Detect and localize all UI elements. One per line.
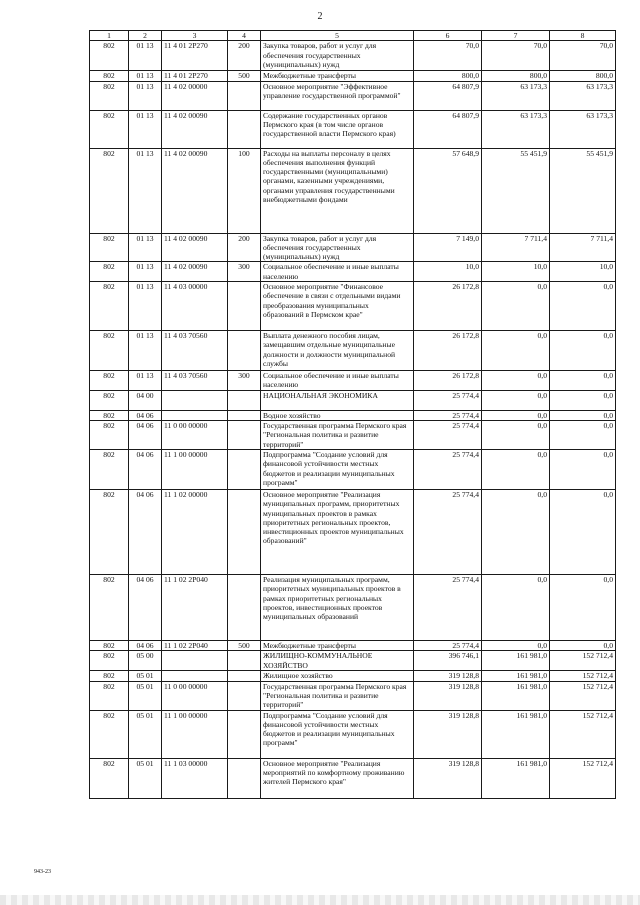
table-cell-col1: 802	[90, 758, 129, 798]
table-cell-col4	[228, 390, 261, 410]
table-cell-col7: 63 173,3	[482, 81, 550, 110]
table-cell-col5: Выплата денежного пособия лицам, замещавшим отдельные муниципальные должности и должности муниципальной службы	[261, 331, 414, 371]
table-cell-col8: 0,0	[550, 640, 616, 650]
table-row	[90, 148, 616, 233]
table-cell-col8: 0,0	[550, 390, 616, 410]
table-cell-col6: 26 172,8	[414, 331, 482, 371]
table-cell-col6: 64 807,9	[414, 110, 482, 148]
col-header: 2	[129, 31, 162, 41]
table-cell-col3: 11 4 01 2P270	[162, 41, 228, 71]
table-cell-col8: 0,0	[550, 331, 616, 371]
table-cell-col5: Водное хозяйство	[261, 410, 414, 420]
table-cell-col8: 63 173,3	[550, 110, 616, 148]
table-cell-col2: 01 13	[129, 81, 162, 110]
col-header: 3	[162, 31, 228, 41]
table-cell-col3: 11 4 03 70560	[162, 371, 228, 391]
table-cell-col1: 802	[90, 449, 129, 489]
table-cell-col6: 70,0	[414, 41, 482, 71]
table-cell-col8: 0,0	[550, 371, 616, 391]
table-cell-col5: Межбюджетные трансферты	[261, 640, 414, 650]
table-cell-col1: 802	[90, 681, 129, 710]
table-row	[90, 233, 616, 262]
table-row	[90, 651, 616, 671]
table-row	[90, 574, 616, 640]
table-cell-col2: 01 13	[129, 331, 162, 371]
table-cell-col4	[228, 110, 261, 148]
table-cell-col3: 11 0 00 00000	[162, 681, 228, 710]
table-cell-col2: 04 06	[129, 449, 162, 489]
table-cell-col6: 64 807,9	[414, 81, 482, 110]
table-cell-col1: 802	[90, 390, 129, 410]
table-cell-col5: Социальное обеспечение и иные выплаты населению	[261, 262, 414, 282]
table-cell-col3: 11 4 02 00090	[162, 233, 228, 262]
table-cell-col6: 7 149,0	[414, 233, 482, 262]
table-cell-col6: 25 774,4	[414, 449, 482, 489]
table-cell-col7: 7 711,4	[482, 233, 550, 262]
table-row	[90, 420, 616, 449]
table-cell-col2: 05 01	[129, 710, 162, 758]
table-cell-col1: 802	[90, 710, 129, 758]
col-header: 5	[261, 31, 414, 41]
table-cell-col1: 802	[90, 651, 129, 671]
table-cell-col3	[162, 410, 228, 420]
table-cell-col3: 11 1 00 00000	[162, 449, 228, 489]
table-cell-col6: 319 128,8	[414, 710, 482, 758]
table-row	[90, 282, 616, 331]
table-cell-col4: 500	[228, 640, 261, 650]
table-cell-col2: 04 06	[129, 574, 162, 640]
table-cell-col2: 04 06	[129, 420, 162, 449]
table-cell-col7: 55 451,9	[482, 148, 550, 233]
table-cell-col8: 0,0	[550, 449, 616, 489]
table-body	[90, 41, 616, 798]
table-cell-col3: 11 1 02 00000	[162, 489, 228, 574]
table-cell-col5: Государственная программа Пермского края "Региональная политика и развитие территорий"	[261, 420, 414, 449]
table-cell-col7: 0,0	[482, 489, 550, 574]
table-cell-col1: 802	[90, 41, 129, 71]
scan-edge-artifact	[0, 895, 640, 905]
table-cell-col5: Государственная программа Пермского края "Региональная политика и развитие территорий"	[261, 681, 414, 710]
table-cell-col7: 161 981,0	[482, 758, 550, 798]
table-cell-col7: 161 981,0	[482, 681, 550, 710]
table-cell-col3: 11 4 02 00090	[162, 110, 228, 148]
table-cell-col4	[228, 758, 261, 798]
table-cell-col8: 152 712,4	[550, 758, 616, 798]
table-cell-col6: 800,0	[414, 71, 482, 81]
table-cell-col6: 57 648,9	[414, 148, 482, 233]
table-cell-col5: ЖИЛИЩНО-КОММУНАЛЬНОЕ ХОЗЯЙСТВО	[261, 651, 414, 671]
table-cell-col7: 0,0	[482, 390, 550, 410]
table-cell-col2: 04 06	[129, 640, 162, 650]
table-cell-col8: 10,0	[550, 262, 616, 282]
table-cell-col7: 0,0	[482, 282, 550, 331]
table-cell-col8: 0,0	[550, 420, 616, 449]
table-cell-col5: Закупка товаров, работ и услуг для обеспечения государственных (муниципальных) нужд	[261, 233, 414, 262]
table-cell-col8: 63 173,3	[550, 81, 616, 110]
table-cell-col3: 11 1 02 2P040	[162, 640, 228, 650]
table-cell-col5: Основное мероприятие "Реализация мероприятий по комфортному проживанию жителей Пермского края"	[261, 758, 414, 798]
table-cell-col4	[228, 710, 261, 758]
table-cell-col4	[228, 282, 261, 331]
table-cell-col1: 802	[90, 671, 129, 681]
table-cell-col7: 0,0	[482, 640, 550, 650]
table-cell-col4: 200	[228, 233, 261, 262]
table-row	[90, 371, 616, 391]
table-cell-col6: 10,0	[414, 262, 482, 282]
table-cell-col3: 11 1 03 00000	[162, 758, 228, 798]
table-cell-col3: 11 4 02 00090	[162, 262, 228, 282]
table-cell-col7: 161 981,0	[482, 671, 550, 681]
col-header: 6	[414, 31, 482, 41]
table-row	[90, 110, 616, 148]
table-cell-col1: 802	[90, 574, 129, 640]
table-cell-col4: 300	[228, 262, 261, 282]
table-row	[90, 410, 616, 420]
table-cell-col7: 0,0	[482, 331, 550, 371]
table-cell-col4	[228, 449, 261, 489]
table-cell-col7: 63 173,3	[482, 110, 550, 148]
table-cell-col8: 7 711,4	[550, 233, 616, 262]
table-cell-col7: 0,0	[482, 371, 550, 391]
table-cell-col3	[162, 671, 228, 681]
table-cell-col3: 11 4 02 00000	[162, 81, 228, 110]
table-cell-col1: 802	[90, 71, 129, 81]
table-cell-col7: 161 981,0	[482, 710, 550, 758]
table-cell-col8: 152 712,4	[550, 710, 616, 758]
table-cell-col4	[228, 81, 261, 110]
table-cell-col2: 01 13	[129, 262, 162, 282]
table-row	[90, 489, 616, 574]
table-cell-col1: 802	[90, 371, 129, 391]
table-row	[90, 331, 616, 371]
table-cell-col8: 152 712,4	[550, 651, 616, 671]
table-cell-col3: 11 4 03 70560	[162, 331, 228, 371]
table-cell-col5: Социальное обеспечение и иные выплаты населению	[261, 371, 414, 391]
table-cell-col8: 0,0	[550, 489, 616, 574]
table-row	[90, 41, 616, 71]
table-cell-col4	[228, 671, 261, 681]
table-cell-col1: 802	[90, 81, 129, 110]
table-row	[90, 758, 616, 798]
table-cell-col6: 319 128,8	[414, 671, 482, 681]
table-cell-col5: Основное мероприятие "Реализация муниципальных программ, приоритетных муниципальных проектов в рамках приоритетных региональных проектов, инвестиционных проектов муниципальных образований"	[261, 489, 414, 574]
table-cell-col4	[228, 420, 261, 449]
table-cell-col2: 04 06	[129, 410, 162, 420]
table-cell-col2: 01 13	[129, 110, 162, 148]
table-cell-col5: НАЦИОНАЛЬНАЯ ЭКОНОМИКА	[261, 390, 414, 410]
table-cell-col4: 200	[228, 41, 261, 71]
table-cell-col6: 26 172,8	[414, 371, 482, 391]
table-cell-col4: 500	[228, 71, 261, 81]
table-cell-col4	[228, 651, 261, 671]
table-cell-col3: 11 0 00 00000	[162, 420, 228, 449]
col-header: 8	[550, 31, 616, 41]
table-cell-col1: 802	[90, 489, 129, 574]
table-cell-col2: 05 01	[129, 758, 162, 798]
table-cell-col1: 802	[90, 331, 129, 371]
table-cell-col3	[162, 390, 228, 410]
table-cell-col5: Жилищное хозяйство	[261, 671, 414, 681]
table-cell-col6: 26 172,8	[414, 282, 482, 331]
table-cell-col1: 802	[90, 110, 129, 148]
table-cell-col5: Подпрограмма "Создание условий для финансовой устойчивости местных бюджетов и реализации муниципальных программ"	[261, 710, 414, 758]
table-cell-col1: 802	[90, 640, 129, 650]
table-cell-col5: Подпрограмма "Создание условий для финансовой устойчивости местных бюджетов и реализации муниципальных программ"	[261, 449, 414, 489]
table-row	[90, 71, 616, 81]
table-cell-col6: 319 128,8	[414, 758, 482, 798]
table-cell-col8: 800,0	[550, 71, 616, 81]
col-header: 4	[228, 31, 261, 41]
table-cell-col3: 11 1 00 00000	[162, 710, 228, 758]
table-cell-col6: 25 774,4	[414, 420, 482, 449]
table-cell-col2: 01 13	[129, 71, 162, 81]
header-row	[90, 31, 616, 41]
table-row	[90, 710, 616, 758]
table-cell-col2: 05 01	[129, 671, 162, 681]
table-cell-col2: 04 00	[129, 390, 162, 410]
table-cell-col5: Расходы на выплаты персоналу в целях обеспечения выполнения функций государственными (муниципальными) органами, казенными учреждениями, органами управления государственными внебюджетными фондами	[261, 148, 414, 233]
table-row	[90, 671, 616, 681]
table-cell-col4: 100	[228, 148, 261, 233]
table-cell-col8: 0,0	[550, 574, 616, 640]
table-cell-col3: 11 4 01 2P270	[162, 71, 228, 81]
table-cell-col7: 10,0	[482, 262, 550, 282]
table-cell-col2: 01 13	[129, 148, 162, 233]
table-cell-col2: 05 00	[129, 651, 162, 671]
table-row	[90, 681, 616, 710]
table-cell-col3: 11 4 02 00090	[162, 148, 228, 233]
table-cell-col8: 0,0	[550, 410, 616, 420]
table-cell-col3: 11 4 03 00000	[162, 282, 228, 331]
table-cell-col4	[228, 681, 261, 710]
table-cell-col7: 0,0	[482, 410, 550, 420]
table-cell-col6: 396 746,1	[414, 651, 482, 671]
table-row	[90, 81, 616, 110]
table-cell-col7: 800,0	[482, 71, 550, 81]
table-cell-col4	[228, 489, 261, 574]
table-cell-col7: 0,0	[482, 574, 550, 640]
budget-table	[89, 30, 616, 799]
table-cell-col8: 152 712,4	[550, 681, 616, 710]
table-cell-col8: 0,0	[550, 282, 616, 331]
table-cell-col5: Основное мероприятие "Финансовое обеспечение в связи с отдельными видами преобразования муниципальных образований в Пермском крае"	[261, 282, 414, 331]
table-cell-col5: Реализация муниципальных программ, приоритетных муниципальных проектов в рамках приоритетных региональных проектов, инвестиционных проектов муниципальных образований	[261, 574, 414, 640]
col-header: 1	[90, 31, 129, 41]
table-cell-col4	[228, 574, 261, 640]
table-cell-col6: 25 774,4	[414, 489, 482, 574]
table-cell-col7: 0,0	[482, 420, 550, 449]
table-cell-col7: 70,0	[482, 41, 550, 71]
table-cell-col5: Основное мероприятие "Эффективное управление государственной программой"	[261, 81, 414, 110]
table-cell-col6: 25 774,4	[414, 640, 482, 650]
table-cell-col8: 152 712,4	[550, 671, 616, 681]
table-cell-col5: Межбюджетные трансферты	[261, 71, 414, 81]
table-cell-col5: Закупка товаров, работ и услуг для обеспечения государственных (муниципальных) нужд	[261, 41, 414, 71]
col-header: 7	[482, 31, 550, 41]
table-cell-col3: 11 1 02 2P040	[162, 574, 228, 640]
table-cell-col5: Содержание государственных органов Пермского края (в том числе органов государственной власти Пермского края)	[261, 110, 414, 148]
table-cell-col3	[162, 651, 228, 671]
table-cell-col2: 01 13	[129, 282, 162, 331]
table-cell-col2: 05 01	[129, 681, 162, 710]
table-cell-col7: 161 981,0	[482, 651, 550, 671]
table-cell-col2: 01 13	[129, 233, 162, 262]
table-cell-col1: 802	[90, 262, 129, 282]
table-cell-col1: 802	[90, 148, 129, 233]
table-cell-col2: 04 06	[129, 489, 162, 574]
table-cell-col8: 70,0	[550, 41, 616, 71]
table-cell-col4	[228, 410, 261, 420]
table-cell-col4	[228, 331, 261, 371]
table-cell-col6: 25 774,4	[414, 410, 482, 420]
table-cell-col8: 55 451,9	[550, 148, 616, 233]
table-cell-col2: 01 13	[129, 41, 162, 71]
table-cell-col1: 802	[90, 420, 129, 449]
table-row	[90, 390, 616, 410]
table-cell-col1: 802	[90, 282, 129, 331]
table-cell-col4: 300	[228, 371, 261, 391]
table-cell-col6: 25 774,4	[414, 390, 482, 410]
table-cell-col1: 802	[90, 233, 129, 262]
page-number: 2	[317, 11, 323, 22]
table-cell-col6: 319 128,8	[414, 681, 482, 710]
table-cell-col6: 25 774,4	[414, 574, 482, 640]
table-row	[90, 449, 616, 489]
table-row	[90, 262, 616, 282]
table-cell-col2: 01 13	[129, 371, 162, 391]
table-cell-col1: 802	[90, 410, 129, 420]
table-cell-col7: 0,0	[482, 449, 550, 489]
footer-code: 943-23	[34, 869, 51, 875]
table-row	[90, 640, 616, 650]
